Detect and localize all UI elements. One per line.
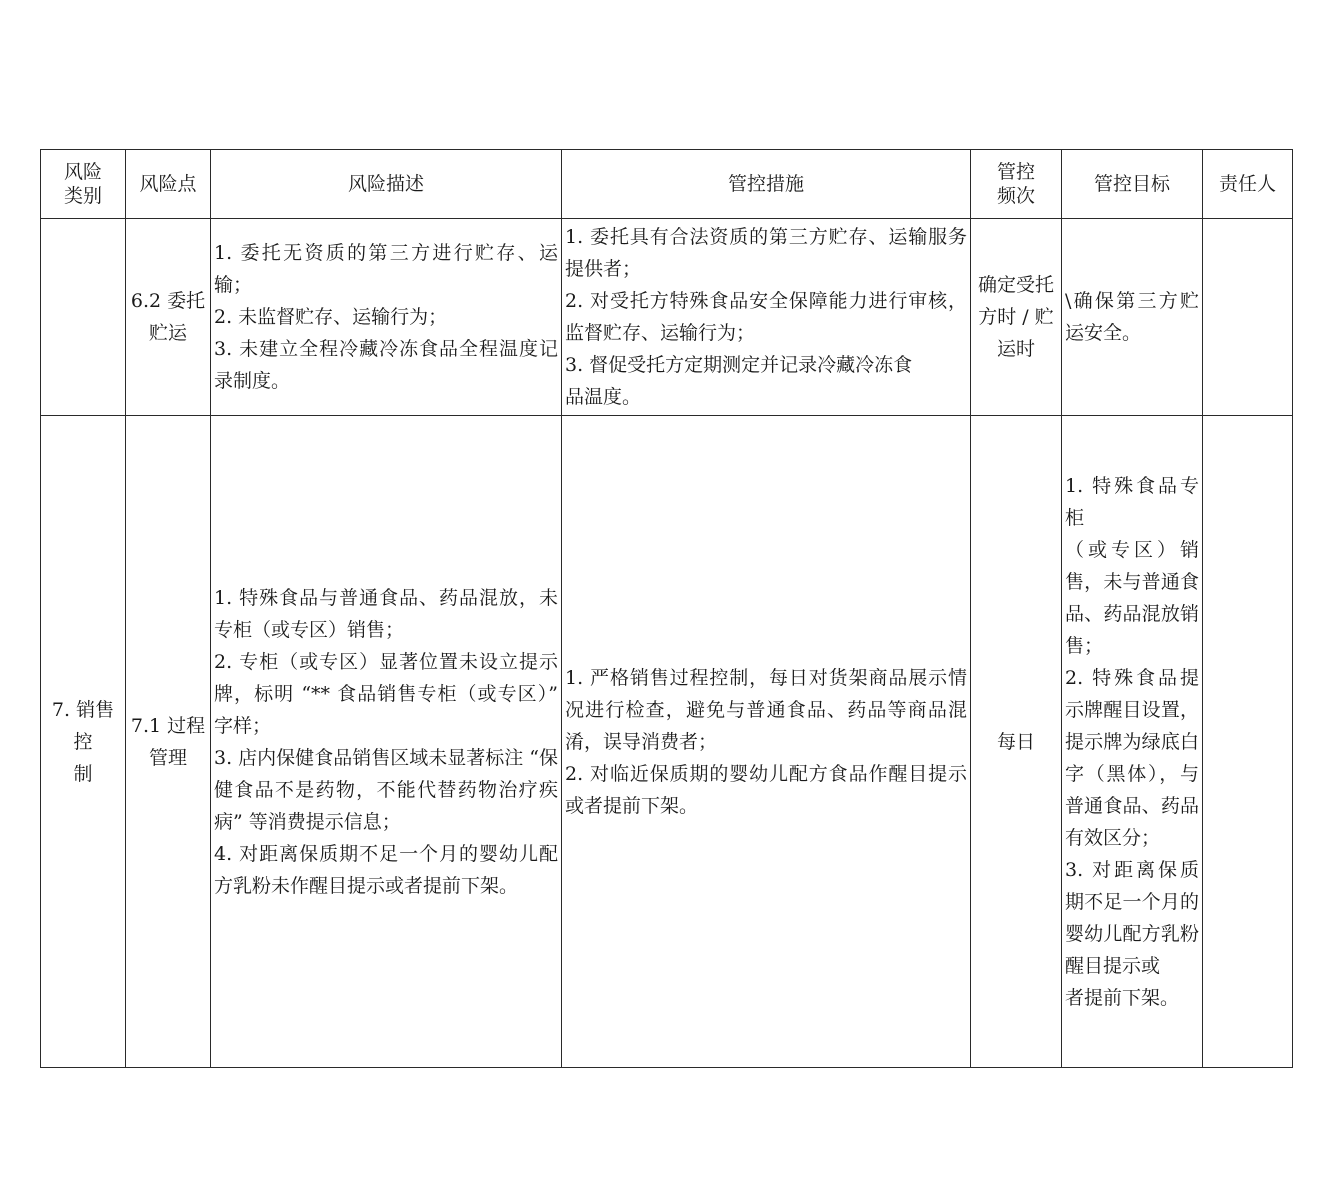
cell-category: 7. 销售控 制 [41,416,126,1068]
cell-control-frequency: 每日 [971,416,1062,1068]
table-row [41,219,1293,416]
cell-risk-point: 7.1 过程 管理 [126,416,211,1068]
cell-risk-description: 1. 特殊食品与普通食品、药品混放，未专柜（或专区）销售； 2. 专柜（或专区）显著位置未设立提示牌，标明 “** 食品销售专柜（或专区）” 字样； 3. 店内保健食品销售区域未显著标注 “保健食品不是药物，不能代替药物治疗疾病” 等消费提示信息； 4. 对距离保质期不足一个月的婴幼儿配方乳粉未作醒目提示或者提前下架。 [211,416,562,1068]
header-category: 风险 类别 [41,150,126,219]
cell-control-target: \确保第三方贮运安全。 [1062,219,1203,416]
header-row [41,150,1293,219]
cell-control-measures: 1. 严格销售过程控制，每日对货架商品展示情况进行检查，避免与普通食品、药品等商品混淆，误导消费者； 2. 对临近保质期的婴幼儿配方食品作醒目提示或者提前下架。 [562,416,971,1068]
header-risk-description: 风险描述 [211,150,562,219]
cell-risk-point: 6.2 委托 贮运 [126,219,211,416]
cell-control-target: 1. 特殊食品专柜 （或专区）销售，未与普通食品、药品混放销售； 2. 特殊食品提示牌醒目设置，提示牌为绿底白字（黑体），与普通食品、药品有效区分； 3. 对距离保质期不足一个月的婴幼儿配方乳粉醒目提示或 者提前下架。 [1062,416,1203,1068]
cell-category [41,219,126,416]
table-row [41,416,1293,1068]
header-risk-point: 风险点 [126,150,211,219]
header-control-target: 管控目标 [1062,150,1203,219]
cell-responsible-person [1203,416,1293,1068]
cell-risk-description: 1. 委托无资质的第三方进行贮存、运输； 2. 未监督贮存、运输行为； 3. 未建立全程冷藏冷冻食品全程温度记录制度。 [211,219,562,416]
cell-control-frequency: 确定受托 方时 / 贮 运时 [971,219,1062,416]
header-control-measures: 管控措施 [562,150,971,219]
cell-responsible-person [1203,219,1293,416]
header-responsible-person: 责任人 [1203,150,1293,219]
risk-control-table [40,149,1293,1068]
header-control-frequency: 管控 频次 [971,150,1062,219]
cell-control-measures: 1. 委托具有合法资质的第三方贮存、运输服务提供者； 2. 对受托方特殊食品安全保障能力进行审核，监督贮存、运输行为； 3. 督促受托方定期测定并记录冷藏冷冻食 品温度。 [562,219,971,416]
